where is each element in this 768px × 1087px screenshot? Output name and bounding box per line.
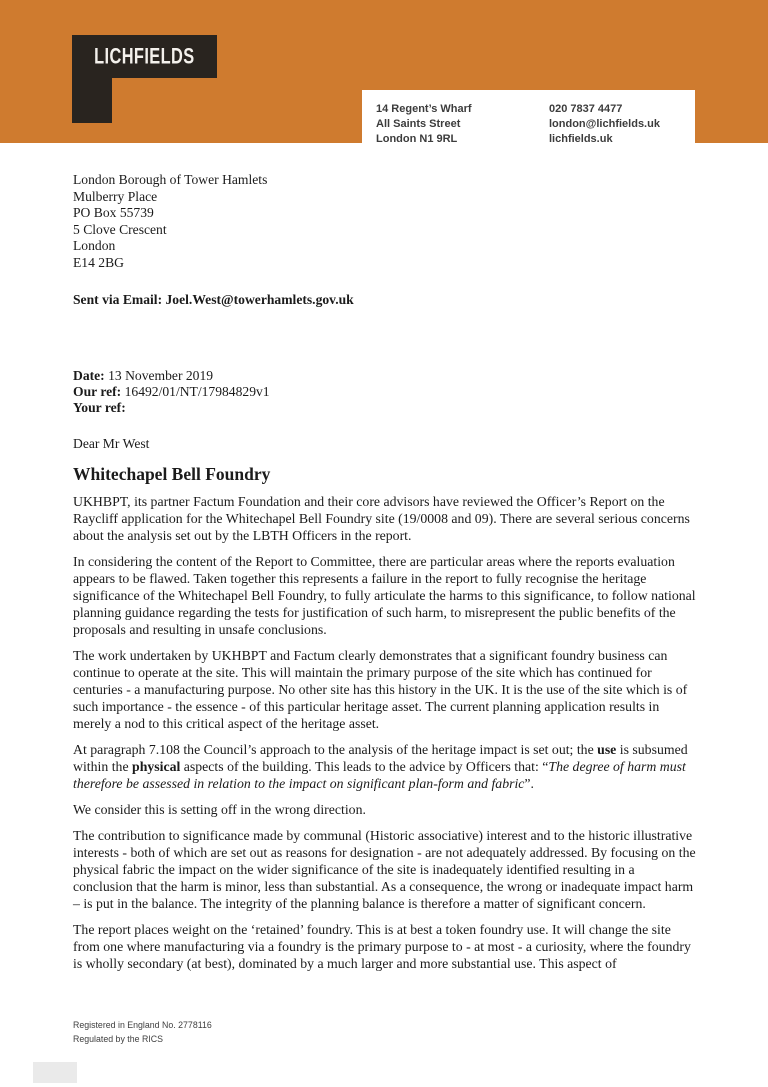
reference-row: [73, 384, 697, 400]
contact-address: [376, 102, 549, 150]
sent-via-email-line: Sent via Email: Joel.West@towerhamlets.gov.uk: [73, 291, 354, 307]
reference-row: [73, 368, 697, 384]
emphasis-bold: physical: [132, 759, 181, 775]
contact-phone: 020 7837 4477: [549, 103, 623, 115]
recipient-line: London: [73, 238, 116, 254]
footer-line: Regulated by the RICS: [73, 1033, 163, 1044]
contact-card: [362, 90, 695, 150]
contact-email: london@lichfields.uk: [549, 118, 660, 130]
reference-value: 13 November 2019: [108, 367, 214, 383]
contact-address-line: London N1 9RL: [376, 133, 458, 145]
recipient-line: Mulberry Place: [73, 188, 158, 204]
reference-label: Date:: [73, 367, 109, 383]
letter-content: [73, 172, 697, 981]
lichfields-logo: [72, 35, 217, 123]
recipient-line: PO Box 55739: [73, 205, 154, 221]
logo-box: [72, 35, 217, 78]
recipient-address: [73, 172, 697, 272]
body-paragraph: We consider this is setting off in the wrong direction.: [73, 802, 366, 818]
recipient-line: London Borough of Tower Hamlets: [73, 172, 268, 187]
contact-website: lichfields.uk: [549, 133, 613, 145]
salutation: Dear Mr West: [73, 436, 150, 452]
emphasis-bold: use: [597, 742, 617, 758]
emphasis-italic: The degree of harm must therefore be assessed in relation to the impact on significant plan-form and fabric: [73, 759, 686, 792]
body-paragraph: The report places weight on the ‘retained’ foundry. This is at best a token foundry use. It will change the site from one where manufacturing via a foundry is the primary purpose to - at most - a curiosity, where the foundry is wholly secondary (at best), dominated by a much larger and more substantial use. This aspect of: [73, 922, 691, 972]
body-paragraph: The contribution to significance made by communal (Historic associative) interest and to the historic illustrative interests - both of which are set out as reasons for designation - are not adequately addressed. By focusing on the physical fabric the impact on the wider significance of the site is inadequately identified resulting in a conclusion that the harm is minor, less than substantial. As a consequence, the wrong or inadequate impact harm – is put in the balance. The integrity of the planning balance is therefore a matter of significant concern.: [73, 828, 696, 912]
contact-address-line: 14 Regent’s Wharf: [376, 103, 472, 115]
footer-watermark: [33, 1062, 77, 1083]
reference-block: [73, 368, 697, 417]
footer-registration: [73, 1019, 212, 1046]
recipient-line: 5 Clove Crescent: [73, 221, 167, 237]
body-paragraph: At paragraph 7.108 the Council’s approach to the analysis of the heritage impact is set out; the use is subsumed within the physical aspects of the building. This leads to the advice by Officers that: “The degree of harm must therefore be assessed in relation to the impact on significant plan-form and fabric”.: [73, 742, 688, 792]
body-paragraph: In considering the content of the Report to Committee, there are particular areas where the reports evaluation appears to be flawed. Taken together this represents a failure in the report to fully recognise the heritage significance of the Whitechapel Bell Foundry, to fully articulate the harms to this significance, to follow national planning guidance regarding the tests for justification of such harm, to misrepresent the public benefits of the proposals and resulting in unsafe conclusions.: [73, 554, 696, 638]
contact-details: [549, 102, 695, 150]
contact-address-line: All Saints Street: [376, 118, 461, 130]
brand-name: LICHFIELDS: [94, 43, 195, 69]
letter-body: [73, 493, 697, 972]
logo-flag-tail: [72, 78, 112, 123]
reference-value: 16492/01/NT/17984829v1: [124, 383, 270, 399]
reference-row: [73, 400, 697, 416]
reference-label: Our ref:: [73, 383, 125, 399]
body-paragraph: UKHBPT, its partner Factum Foundation and their core advisors have reviewed the Officer’s Report on the Raycliff application for the Whitechapel Bell Foundry site (19/0008 and 09). There are several serious concerns about the analysis set out by the LBTH Officers in the report.: [73, 494, 690, 544]
recipient-line: E14 2BG: [73, 254, 124, 270]
body-paragraph: The work undertaken by UKHBPT and Factum clearly demonstrates that a significant foundry business can continue to operate at the site. This will maintain the primary purpose of the site which has continued for centuries - a manufacturing purpose. No other site has this history in the UK. It is the use of the site which is of such importance - the essence - of this particular heritage asset. The current planning application results in merely a nod to this critical aspect of the heritage asset.: [73, 648, 688, 732]
subject-heading: Whitechapel Bell Foundry: [73, 464, 271, 485]
reference-label: Your ref:: [73, 399, 126, 415]
letterhead-band: [0, 0, 768, 143]
footer-line: Registered in England No. 2778116: [73, 1020, 212, 1030]
